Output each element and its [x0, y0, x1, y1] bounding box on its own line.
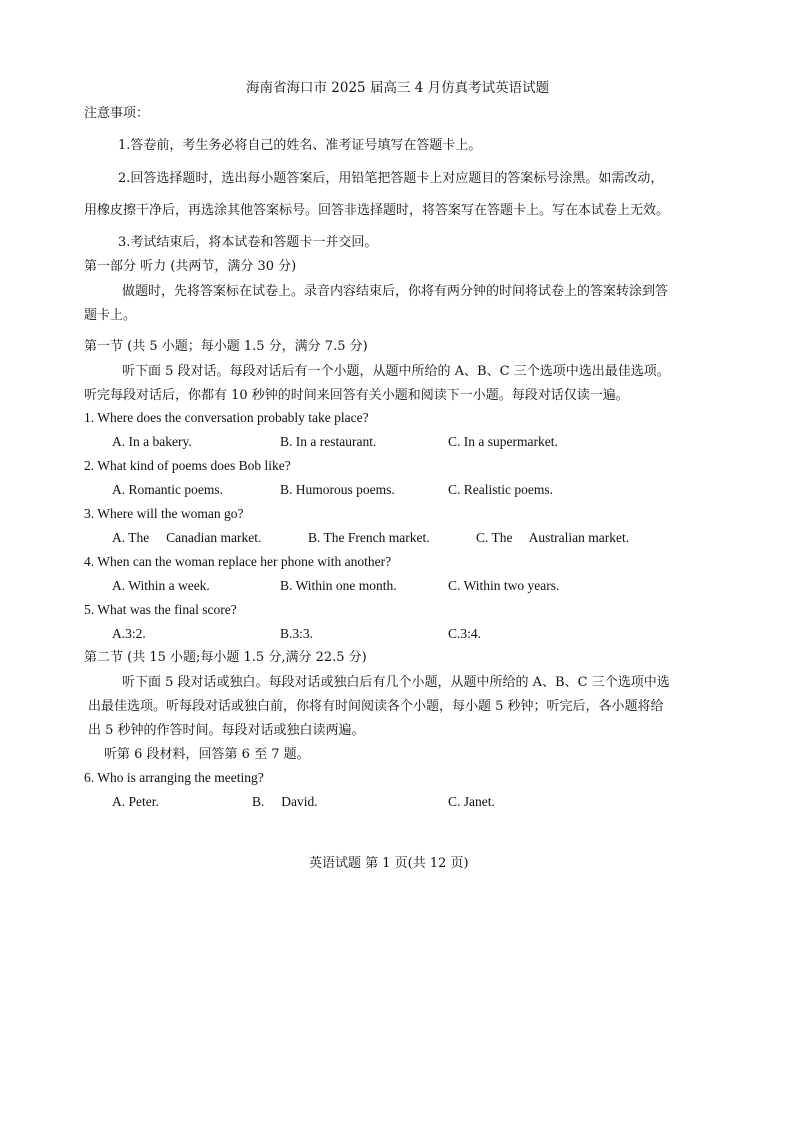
question-1-option-c: C. In a supermarket.	[448, 434, 558, 449]
question-5-option-b: B.3:3.	[280, 626, 314, 641]
question-6: 6. Who is arranging the meeting?	[84, 770, 264, 785]
question-3-option-c: C. The Australian market.	[476, 530, 630, 545]
question-1-option-a: A. In a bakery.	[112, 434, 192, 449]
part1-heading: 第一部分 听力 (共两节，满分 30 分)	[84, 259, 297, 274]
question-1-option-b: B. In a restaurant.	[280, 434, 377, 449]
section1-instruction-line-1: 听下面 5 段对话。每段对话后有一个小题，从题中所给的 A、B、C 三个选项中选出最佳选项。	[122, 364, 670, 379]
question-3-option-a: A. The Canadian market.	[112, 530, 262, 545]
page-footer: 英语试题 第 1 页(共 12 页)	[309, 856, 469, 871]
question-3-option-b: B. The French market.	[308, 530, 430, 545]
section2-instruction-line-3: 出 5 秒钟的作答时间。每段对话或独白读两遍。	[88, 723, 365, 738]
section2-heading: 第二节 (共 15 小题;每小题 1.5 分,满分 22.5 分)	[84, 650, 367, 665]
section1-instruction-line-2: 听完每段对话后，你都有 10 秒钟的时间来回答有关小题和阅读下一小题。每段对话仅读一遍。	[84, 388, 629, 403]
material-6-note: 听第 6 段材料，回答第 6 至 7 题。	[104, 747, 310, 762]
section1-heading: 第一节 (共 5 小题；每小题 1.5 分，满分 7.5 分)	[84, 339, 368, 354]
question-2: 2. What kind of poems does Bob like?	[84, 458, 291, 473]
question-2-option-a: A. Romantic poems.	[112, 482, 223, 497]
question-6-option-a: A. Peter.	[112, 794, 159, 809]
question-4-option-c: C. Within two years.	[448, 578, 560, 593]
question-6-option-c: C. Janet.	[448, 794, 495, 809]
question-4: 4. When can the woman replace her phone with another?	[84, 554, 392, 569]
part1-instruction-line-2: 题卡上。	[84, 308, 137, 323]
document-title: 海南省海口市 2025 届高三 4 月仿真考试英语试题	[246, 80, 550, 96]
question-1: 1. Where does the conversation probably take place?	[84, 410, 369, 425]
question-2-option-c: C. Realistic poems.	[448, 482, 553, 497]
question-5-option-c: C.3:4.	[448, 626, 482, 641]
question-4-option-b: B. Within one month.	[280, 578, 397, 593]
question-4-option-a: A. Within a week.	[112, 578, 210, 593]
notice-item-3: 3.考试结束后，将本试卷和答题卡一并交回。	[118, 235, 378, 250]
notice-item-1: 1.答卷前，考生务必将自己的姓名、准考证号填写在答题卡上。	[118, 138, 482, 153]
notice-item-2-line-2: 用橡皮擦干净后，再选涂其他答案标号。回答非选择题时，将答案写在答题卡上。写在本试卷上无效。	[84, 203, 670, 218]
notice-heading: 注意事项：	[84, 106, 150, 121]
question-5: 5. What was the final score?	[84, 602, 237, 617]
section2-instruction-line-2: 出最佳选项。听每段对话或独白前，你将有时间阅读各个小题，每小题 5 秒钟；听完后，各小题将给	[88, 699, 664, 714]
question-6-option-b: B. David.	[252, 794, 318, 809]
question-2-option-b: B. Humorous poems.	[280, 482, 395, 497]
section2-instruction-line-1: 听下面 5 段对话或独白。每段对话或独白后有几个小题，从题中所给的 A、B、C 三个选项中选	[122, 675, 670, 690]
notice-item-2-line-1: 2.回答选择题时，选出每小题答案后，用铅笔把答题卡上对应题目的答案标号涂黑。如需改动，	[118, 171, 664, 186]
part1-instruction-line-1: 做题时，先将答案标在试卷上。录音内容结束后，你将有两分钟的时间将试卷上的答案转涂到答	[122, 284, 669, 299]
question-5-option-a: A.3:2.	[112, 626, 146, 641]
question-3: 3. Where will the woman go?	[84, 506, 244, 521]
